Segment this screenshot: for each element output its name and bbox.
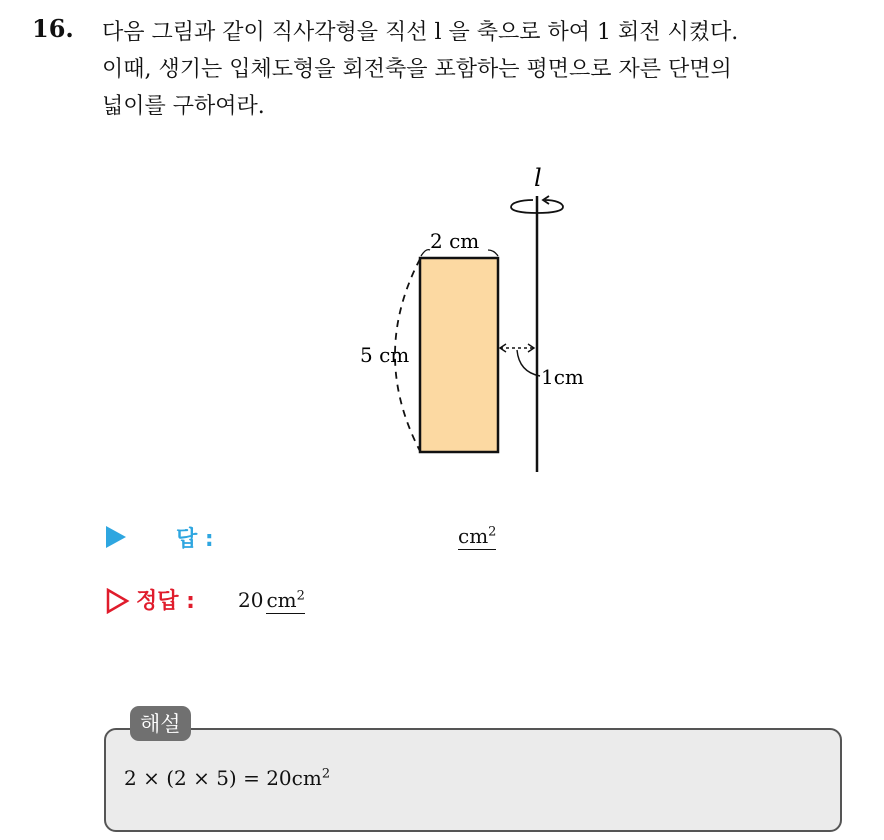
explanation-formula-exponent: 2 (321, 766, 331, 782)
play-icon (106, 526, 126, 548)
answer-label: 답 : (176, 527, 214, 552)
answer-row (106, 520, 706, 560)
answer-unit: cm (458, 524, 489, 548)
outline-play-icon (106, 588, 130, 614)
question-number: 16. (32, 14, 74, 43)
correct-unit-group (266, 588, 304, 614)
correct-label: 정답 : (136, 589, 195, 614)
rectangle-shape (420, 258, 498, 452)
explanation-tag: 해설 (130, 706, 191, 741)
explanation-formula (124, 766, 330, 790)
answer-input[interactable] (458, 524, 496, 550)
gap-label: 1cm (541, 365, 584, 389)
correct-value-group (238, 588, 305, 612)
height-label: 5 cm (360, 343, 410, 367)
answer-unit-exponent: 2 (488, 524, 497, 540)
correct-unit-exponent: 2 (296, 588, 305, 604)
correct-value: 20 (238, 588, 264, 612)
axis-label: l (534, 164, 542, 192)
correct-unit: cm (266, 588, 297, 612)
correct-answer-row (106, 584, 706, 624)
width-label: 2 cm (430, 229, 480, 253)
gap-dimension (500, 344, 540, 376)
question-text: 다음 그림과 같이 직사각형을 직선 l 을 축으로 하여 1 회전 시켰다. 이때, 생기는 입체도형을 회전축을 포함하는 평면으로 자른 단면의 넓이를 구하여라. (102, 20, 739, 119)
explanation-formula-text: 2 × (2 × 5) = 20cm (124, 766, 322, 790)
